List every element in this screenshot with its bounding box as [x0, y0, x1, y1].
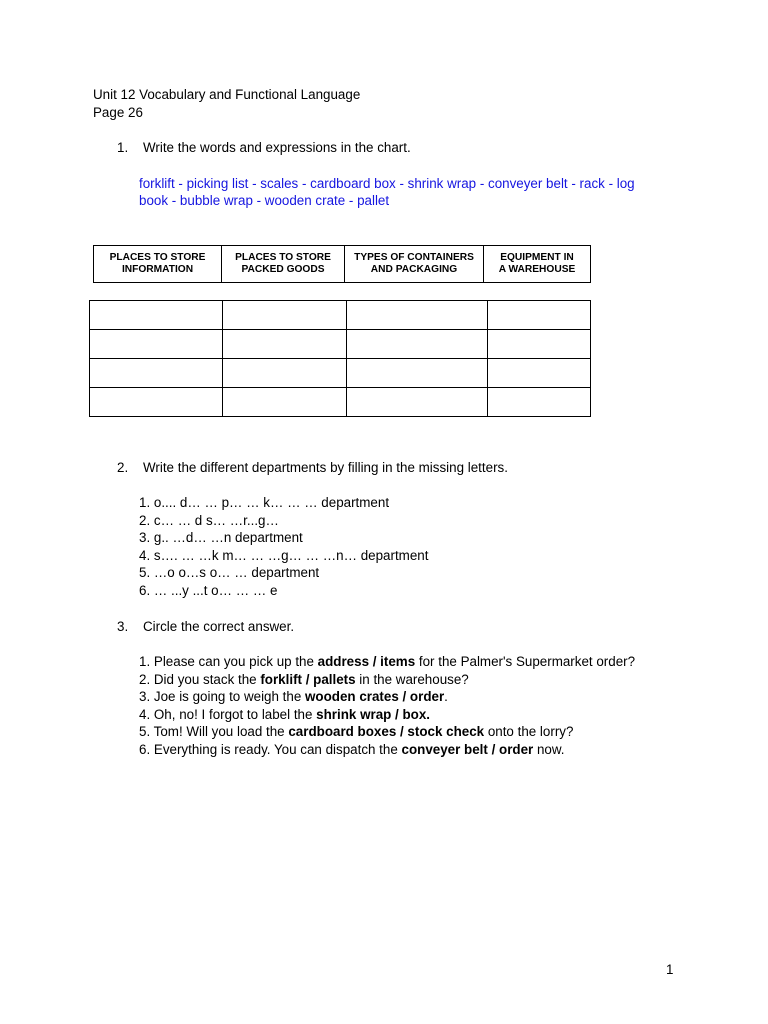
list-item: 5. Tom! Will you load the cardboard boxes / stock check onto the lorry? [139, 724, 574, 740]
answer-options[interactable]: address / items [317, 654, 416, 669]
exercise-2-list [139, 494, 428, 600]
column-header-information: PLACES TO STORE INFORMATION [94, 246, 222, 283]
answer-cell[interactable] [347, 330, 488, 359]
page-number: 1 [666, 962, 674, 977]
list-item: 4. s…. … …k m… … …g… … …n… department [139, 547, 429, 563]
chart-header [93, 245, 591, 283]
exercise-3-list [139, 653, 635, 759]
answer-options[interactable]: wooden crates / order [305, 689, 445, 705]
answer-cell[interactable] [347, 301, 488, 330]
answer-cell[interactable] [223, 388, 347, 417]
table-row [90, 359, 591, 388]
list-item: 1. Please can you pick up the address / items for the Palmer's Supermarket order? [139, 654, 636, 669]
answer-cell[interactable] [223, 330, 347, 359]
document-title: Unit 12 Vocabulary and Functional Language [93, 87, 361, 102]
list-item: 2. c… … d s… …r...g… [139, 512, 279, 528]
answer-options[interactable]: conveyer belt / order [401, 741, 534, 757]
list-item: 3. Joe is going to weigh the wooden crates / order. [139, 689, 448, 705]
answer-cell[interactable] [90, 330, 223, 359]
answer-cell[interactable] [347, 359, 488, 388]
table-row [90, 330, 591, 359]
column-header-packed-goods: PLACES TO STORE PACKED GOODS [222, 246, 345, 283]
list-item: 6. Everything is ready. You can dispatch the conveyer belt / order now. [139, 741, 565, 757]
column-header-equipment: EQUIPMENT IN A WAREHOUSE [484, 246, 591, 283]
answer-cell[interactable] [488, 301, 591, 330]
chart-answer-grid [89, 300, 591, 417]
table-row [90, 388, 591, 417]
exercise-1-number: 1. [117, 140, 129, 155]
list-item: 6. … ...y ...t o… … … e [139, 582, 278, 598]
answer-cell[interactable] [488, 330, 591, 359]
answer-cell[interactable] [90, 301, 223, 330]
list-item: 1. o.... d… … p… … k… … … department [139, 495, 390, 510]
answer-options[interactable]: cardboard boxes / stock check [288, 724, 485, 740]
exercise-3-number: 3. [117, 619, 129, 634]
list-item: 2. Did you stack the forklift / pallets in the warehouse? [139, 671, 469, 687]
word-bank-line-2: book - bubble wrap - wooden crate - pallet [139, 193, 390, 208]
answer-cell[interactable] [90, 359, 223, 388]
column-header-containers: TYPES OF CONTAINERS AND PACKAGING [345, 246, 484, 283]
answer-cell[interactable] [90, 388, 223, 417]
table-row [90, 301, 591, 330]
list-item: 4. Oh, no! I forgot to label the shrink wrap / box. [139, 706, 431, 722]
exercise-1-instruction: Write the words and expressions in the chart. [143, 140, 411, 155]
answer-cell[interactable] [347, 388, 488, 417]
exercise-2-instruction: Write the different departments by filling in the missing letters. [143, 460, 508, 475]
exercise-3-instruction: Circle the correct answer. [143, 619, 295, 634]
list-item: 3. g.. …d… …n department [139, 530, 303, 546]
page-reference: Page 26 [93, 105, 143, 120]
answer-cell[interactable] [488, 388, 591, 417]
answer-options[interactable]: forklift / pallets [260, 671, 356, 687]
exercise-2-number: 2. [117, 460, 129, 475]
answer-options[interactable]: shrink wrap / box. [316, 706, 431, 722]
answer-cell[interactable] [488, 359, 591, 388]
answer-cell[interactable] [223, 301, 347, 330]
list-item: 5. …o o…s o… … department [139, 565, 320, 581]
word-bank-line-1: forklift - picking list - scales - cardboard box - shrink wrap - conveyer belt - rack - log [139, 176, 635, 191]
answer-cell[interactable] [223, 359, 347, 388]
